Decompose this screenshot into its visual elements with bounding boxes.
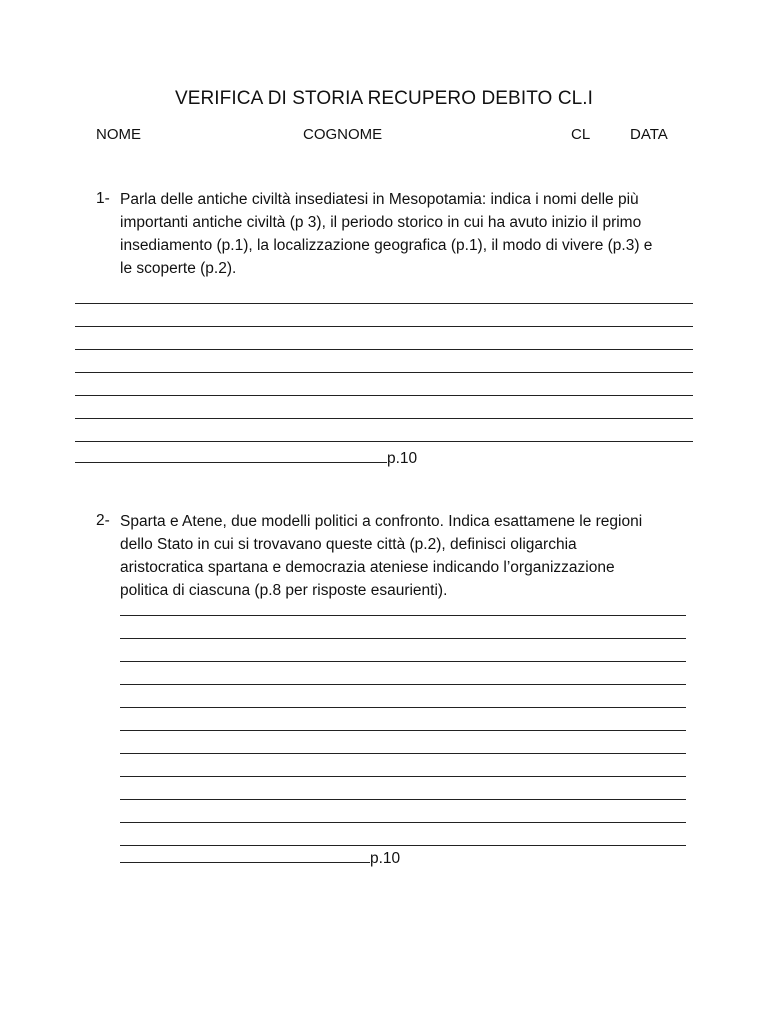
answer-line[interactable] (120, 684, 686, 685)
question-2-line-3: aristocratica spartana e democrazia ateniese indicando l’organizzazione (120, 559, 615, 576)
answer-line[interactable] (120, 615, 686, 616)
answer-line[interactable] (75, 441, 693, 442)
answer-line[interactable] (75, 418, 693, 419)
question-1-points: p.10 (387, 450, 418, 467)
question-2-number: 2- (96, 512, 110, 529)
answer-line-last[interactable] (75, 448, 417, 468)
nome-label: NOME (96, 126, 141, 143)
question-1-line-3: insediamento (p.1), la localizzazione geografica (p.1), il modo di vivere (p.3) e (120, 237, 653, 254)
answer-line[interactable] (75, 395, 693, 396)
answer-line[interactable] (120, 730, 686, 731)
answer-line[interactable] (120, 638, 686, 639)
class-label: CL (571, 126, 591, 143)
date-label: DATA (630, 126, 668, 143)
question-1-line-2: importanti antiche civiltà (p 3), il periodo storico in cui ha avuto inizio il primo (120, 214, 642, 231)
answer-line[interactable] (75, 372, 693, 373)
answer-line[interactable] (120, 753, 686, 754)
answer-line[interactable] (75, 303, 693, 304)
question-2-points: p.10 (370, 850, 401, 867)
question-2-text (120, 510, 642, 602)
answer-line[interactable] (120, 799, 686, 800)
question-1-number: 1- (96, 190, 110, 207)
answer-line[interactable] (75, 326, 693, 327)
answer-line[interactable] (75, 349, 693, 350)
question-2-line-2: dello Stato in cui si trovavano queste città (p.2), definisci oligarchia (120, 536, 577, 553)
question-2-line-4: politica di ciascuna (p.8 per risposte esaurienti). (120, 582, 448, 599)
cognome-label: COGNOME (303, 126, 383, 143)
question-1-line-1: Parla delle antiche civiltà insediatesi in Mesopotamia: indica i nomi delle più (120, 191, 639, 208)
question-2-line-1: Sparta e Atene, due modelli politici a confronto. Indica esattamene le regioni (120, 513, 643, 530)
answer-line[interactable] (120, 707, 686, 708)
question-1-text (120, 188, 652, 280)
answer-line-last[interactable] (120, 848, 400, 868)
question-1-line-4: le scoperte (p.2). (120, 260, 237, 277)
answer-line[interactable] (120, 845, 686, 846)
page-title: VERIFICA DI STORIA RECUPERO DEBITO CL.I (174, 88, 594, 109)
answer-line[interactable] (120, 661, 686, 662)
answer-line[interactable] (120, 822, 686, 823)
answer-line[interactable] (120, 776, 686, 777)
